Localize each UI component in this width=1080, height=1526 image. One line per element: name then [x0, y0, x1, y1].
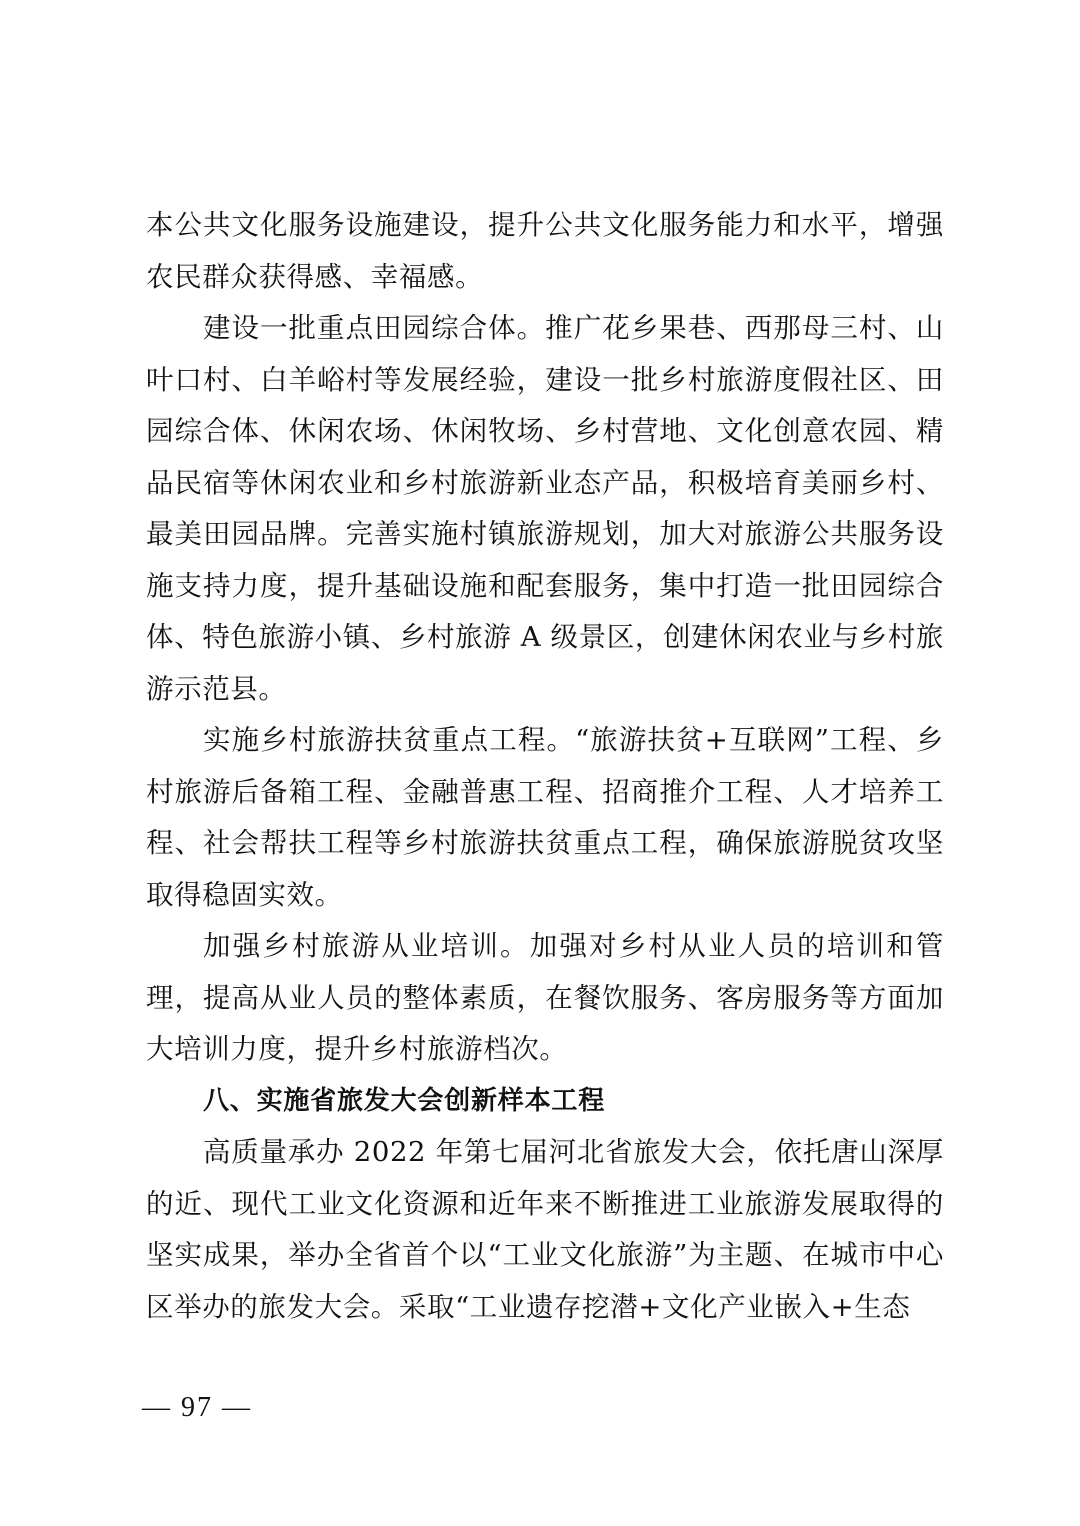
page-number: — 97 — [142, 1392, 252, 1423]
paragraph-tourism-conference: 高质量承办 2022 年第七届河北省旅发大会，依托唐山深厚的近、现代工业文化资源和近年来不断推进工业旅游发展取得的坚实成果，举办全省首个以“工业文化旅游”为主题、在城市中心区举办的旅发大会。采取“工业遗存挖潜+文化产业嵌入+生态 [146, 1136, 944, 1323]
paragraph-poverty-alleviation: 实施乡村旅游扶贫重点工程。“旅游扶贫+互联网”工程、乡村旅游后备箱工程、金融普惠工程、招商推介工程、人才培养工程、社会帮扶工程等乡村旅游扶贫重点工程，确保旅游脱贫攻坚取得稳固实效。 [146, 724, 944, 911]
paragraph-rural-tourism-complexes: 建设一批重点田园综合体。推广花乡果巷、西那母三村、山叶口村、白羊峪村等发展经验，建设一批乡村旅游度假社区、田园综合体、休闲农场、休闲牧场、乡村营地、文化创意农园、精品民宿等休闲农业和乡村旅游新业态产品，积极培育美丽乡村、最美田园品牌。完善实施村镇旅游规划，加大对旅游公共服务设施支持力度，提升基础设施和配套服务，集中打造一批田园综合体、特色旅游小镇、乡村旅游 A 级景区，创建休闲农业与乡村旅游示范县。 [146, 312, 944, 705]
section-heading: 八、实施省旅发大会创新样本工程 [203, 1085, 606, 1116]
paragraph-continuation: 本公共文化服务设施建设，提升公共文化服务能力和水平，增强农民群众获得感、幸福感。 [146, 209, 944, 293]
document-body [146, 200, 944, 1333]
paragraph-training: 加强乡村旅游从业培训。加强对乡村从业人员的培训和管理，提高从业人员的整体素质，在餐饮服务、客房服务等方面加大培训力度，提升乡村旅游档次。 [146, 930, 944, 1065]
